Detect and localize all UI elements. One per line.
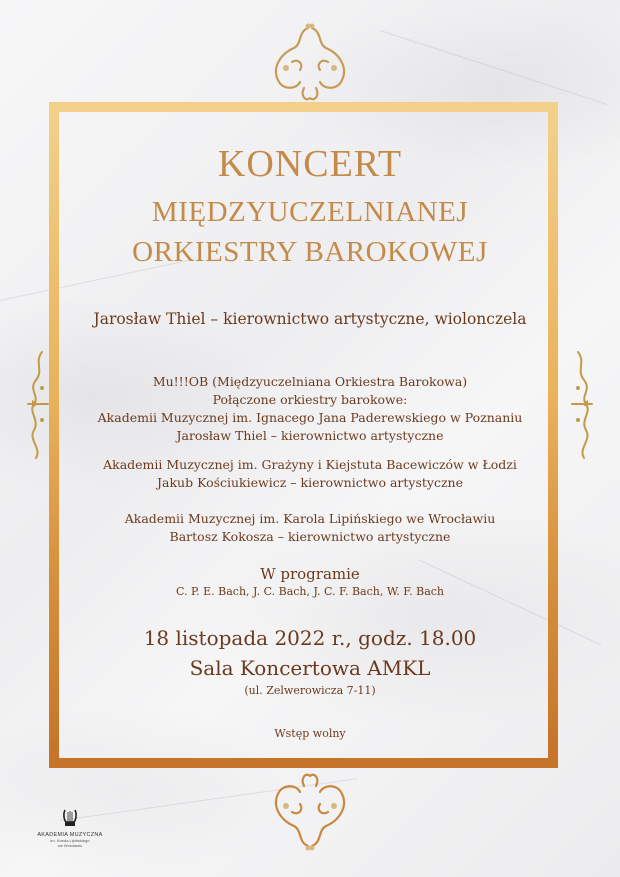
marble-vein [380,30,609,105]
artistic-director: Jarosław Thiel – kierownictwo artystyczne, wiolonczela [93,310,527,328]
ensemble-line: Akademii Muzycznej im. Grażyny i Kiejstuta Bacewiczów w Łodzi [103,457,517,472]
ensemble-group-1 [0,373,620,445]
bottom-flourish-icon [262,772,358,856]
ensemble-line: Jarosław Thiel – kierownictwo artystyczne [176,428,444,443]
title-koncert: KONCERT [217,143,403,185]
ensemble-line: Akademii Muzycznej im. Karola Lipińskiego we Wrocławiu [124,511,496,526]
admission-info: Wstęp wolny [274,727,346,740]
program-composers: C. P. E. Bach, J. C. Bach, J. C. F. Bach, W. F. Bach [175,585,445,598]
lyre-icon [62,808,78,828]
top-flourish-icon [262,18,358,102]
ensemble-line: Połączone orkiestry barokowe: [212,392,408,407]
ensemble-line: Akademii Muzycznej im. Ignacego Jana Paderewskiego w Poznaniu [97,410,523,425]
program-heading: W programie [260,565,360,583]
logo-sub2: we Wrocławiu [57,843,83,848]
title-line3: ORKIESTRY BAROKOWEJ [132,236,488,268]
ensemble-group-3 [0,510,620,546]
ensemble-line: Jakub Kościukiewicz – kierownictwo artystyczne [157,475,463,490]
venue-address: (ul. Zelwerowicza 7-11) [244,684,376,697]
title-line2: MIĘDZYUCZELNIANEJ [151,196,469,228]
logo-sub1: im. Karola Lipińskiego [50,838,90,843]
concert-date: 18 listopada 2022 r., godz. 18.00 [143,626,477,650]
ensemble-line: Bartosz Kokosza – kierownictwo artystyczne [169,529,451,544]
ensemble-line: Mu!!!OB (Międzyuczelniana Orkiestra Barokowa) [152,374,468,389]
ensemble-group-2 [0,456,620,492]
concert-venue: Sala Koncertowa AMKL [189,656,431,680]
academy-logo [30,808,110,848]
logo-name: AKADEMIA MUZYCZNA [37,832,103,838]
